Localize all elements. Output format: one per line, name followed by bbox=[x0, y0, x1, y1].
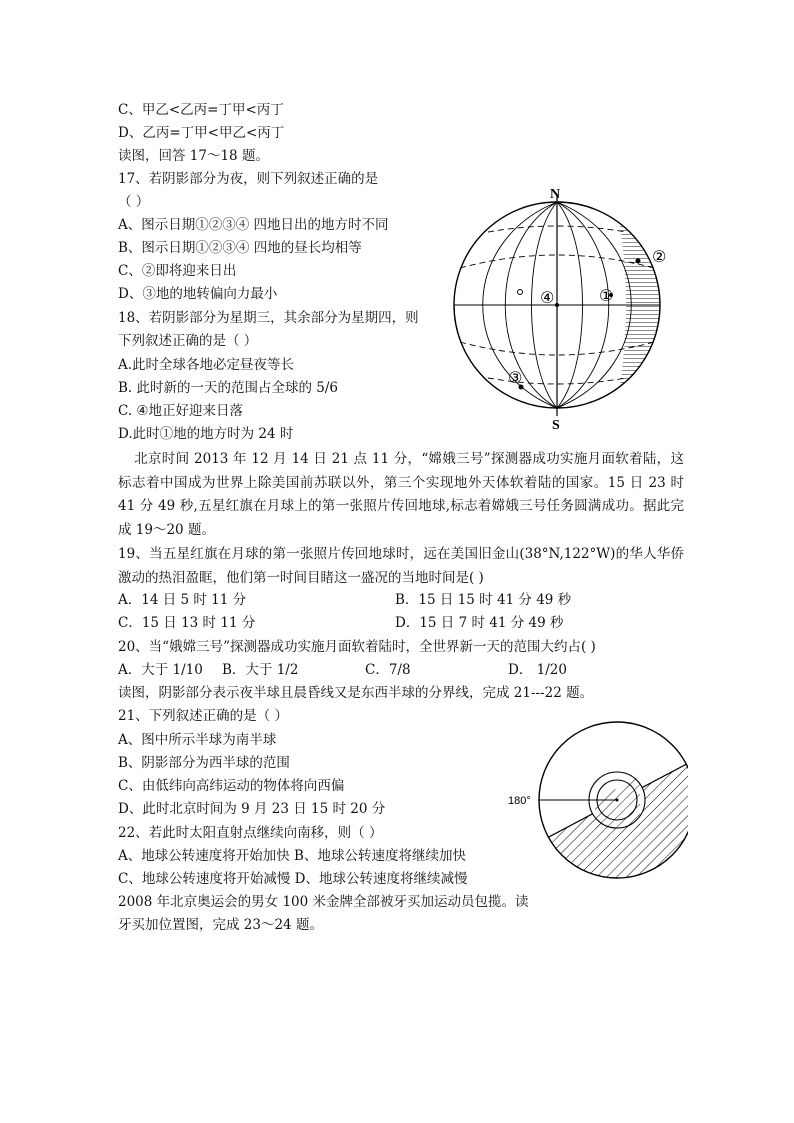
question-21-stem: 21、下列叙述正确的是（ ） bbox=[118, 708, 288, 724]
option-line: C、②即将迎来日出 bbox=[118, 263, 237, 279]
q22-options-ab: A、地球公转速度将开始加快 B、地球公转速度将继续加快 bbox=[118, 848, 466, 864]
reading-passage: 北京时间 2013 年 12 月 14 日 21 点 11 分，“嫦娥三号”探测器成功实施月面软着陆，这标志着中国成为世界上除美国前苏联以外，第三个实现地外天体软着陆的国家。15 日 23 时 41 分 49 秒,五星红旗在月球上的第一张照片传回地球,标志着嫦娥三号任务圆满成功。据此完成 19～20 题。 bbox=[118, 451, 684, 538]
north-label: N bbox=[550, 187, 561, 202]
q22-options-cd: C、地球公转速度将开始减慢 D、地球公转速度将继续减慢 bbox=[118, 871, 468, 887]
option-line: C. ④地正好迎来日落 bbox=[118, 403, 244, 419]
option-line: A.此时全球各地必定昼夜等长 bbox=[118, 357, 295, 373]
q21-option-a: A、图中所示半球为南半球 bbox=[118, 732, 277, 748]
q19-option-a: A．14 日 5 时 11 分 bbox=[118, 592, 247, 608]
point-2-label: ② bbox=[652, 247, 667, 266]
q19-option-b: B．15 日 15 时 41 分 49 秒 bbox=[395, 592, 572, 608]
option-line: D、③地的地转偏向力最小 bbox=[118, 286, 278, 302]
question-stem: 下列叙述正确的是（ ） bbox=[118, 333, 258, 349]
option-line: C、甲乙<乙丙=丁甲<丙丁 bbox=[118, 102, 284, 118]
question-stem: 18、若阴影部分为星期三，其余部分为星期四，则 bbox=[118, 310, 419, 326]
question-19-stem: 19、当五星红旗在月球的第一张照片传回地球时，远在美国旧金山(38°N,122°W)的华人华侨激动的热泪盈眶，他们第一时间目睹这一盛况的当地时间是( ) bbox=[118, 546, 684, 586]
answer-bracket: （ ） bbox=[118, 194, 150, 210]
longitude-180-label: 180° bbox=[508, 795, 531, 807]
question-22-stem: 22、若此时太阳直射点继续向南移，则（ ） bbox=[118, 825, 383, 841]
point-3-label: ③ bbox=[508, 368, 523, 387]
option-line: D、乙丙=丁甲<甲乙<丙丁 bbox=[118, 125, 285, 141]
passage-line: 2008 年北京奥运会的男女 100 米金牌全部被牙买加运动员包揽。读 bbox=[118, 894, 529, 910]
option-line: A、图示日期①②③④ 四地日出的地方时不同 bbox=[118, 217, 389, 233]
q20-option-d: D． 1/20 bbox=[508, 662, 567, 678]
q20-option-a: A．大于 1/10 bbox=[118, 662, 203, 678]
q21-option-c: C、由低纬向高纬运动的物体将向西偏 bbox=[118, 778, 345, 794]
q21-option-d: D、此时北京时间为 9 月 23 日 15 时 20 分 bbox=[118, 801, 386, 817]
globe-figure bbox=[448, 182, 684, 432]
question-20-stem: 20、当“娥嫦三号”探测器成功实施月面软着陆时，全世界新一天的范围大约占( ) bbox=[118, 639, 596, 655]
instruction-line: 读图，阴影部分表示夜半球且晨昏线又是东西半球的分界线，完成 21---22 题。 bbox=[118, 685, 594, 701]
south-label: S bbox=[552, 418, 560, 432]
q21-option-b: B、阴影部分为西半球的范围 bbox=[118, 755, 290, 771]
q19-option-d: D．15 日 7 时 41 分 49 秒 bbox=[395, 615, 564, 631]
polar-figure bbox=[508, 718, 688, 888]
question-stem: 17、若阴影部分为夜，则下列叙述正确的是 bbox=[118, 171, 379, 187]
passage-line: 牙买加位置图，完成 23～24 题。 bbox=[118, 917, 323, 933]
point-4-label: ④ bbox=[540, 288, 555, 307]
option-line: B、图示日期①②③④ 四地的昼长均相等 bbox=[118, 240, 362, 256]
q20-option-b: B．大于 1/2 bbox=[222, 662, 299, 678]
point-1-label: ① bbox=[599, 286, 614, 305]
q20-option-c: C．7/8 bbox=[365, 662, 411, 678]
option-line: D.此时①地的地方时为 24 时 bbox=[118, 426, 294, 442]
instruction-line: 读图，回答 17～18 题。 bbox=[118, 148, 269, 164]
option-line: B. 此时新的一天的范围占全球的 5/6 bbox=[118, 380, 339, 396]
q19-option-c: C．15 日 13 时 11 分 bbox=[118, 615, 256, 631]
